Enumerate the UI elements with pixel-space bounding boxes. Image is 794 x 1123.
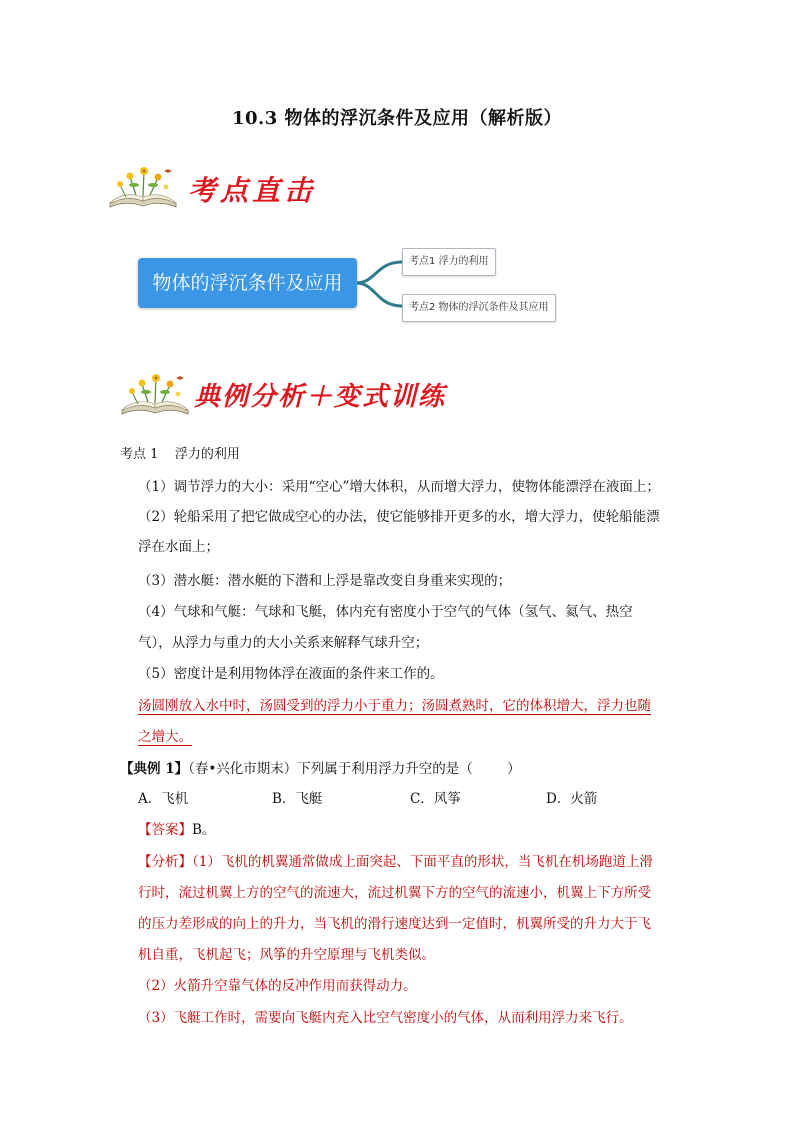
open-book-flowers-icon	[106, 165, 180, 211]
banner-title: 典例分析＋变式训练	[194, 382, 447, 412]
analysis-line-4: 机自重，飞机起飞；风筝的升空原理与飞机类似。	[138, 947, 435, 963]
analysis-label: 【分析】	[138, 854, 192, 870]
analysis-line-5: （2）火箭升空靠气体的反冲作用而获得动力。	[138, 978, 417, 994]
banner-kaodian	[106, 163, 366, 213]
analysis-line-1	[138, 849, 653, 875]
mindmap-branch-1: 考点1 浮力的利用	[402, 248, 496, 276]
document-title: 10.3 物体的浮沉条件及应用（解析版）	[231, 108, 563, 129]
highlight-text: 之增大。	[138, 729, 192, 745]
banner-title: 考点直击	[188, 174, 317, 207]
option-a: A．飞机	[138, 791, 189, 807]
open-book-flowers-icon	[118, 372, 192, 418]
mindmap-connectors	[356, 244, 406, 314]
analysis-text: （1）飞机的机翼通常做成上面突起、下面平直的形状，当飞机在机场跑道上滑	[192, 854, 653, 870]
example-question: （春•兴化市期末）下列属于利用浮力升空的是（ ）	[188, 761, 521, 777]
example-label: 【典例 1】	[120, 761, 189, 777]
point-1: （1）调节浮力的大小：采用“空心”增大体积，从而增大浮力，使物体能漂浮在液面上；	[138, 479, 660, 495]
banner-dianli	[118, 370, 478, 420]
option-b: B．飞艇	[272, 791, 323, 807]
analysis-line-6: （3）飞艇工作时，需要向飞艇内充入比空气密度小的气体，从而利用浮力来飞行。	[138, 1010, 633, 1026]
highlight-text: 汤圆刚放入水中时，汤圆受到的浮力小于重力；汤圆煮熟时，它的体积增大，浮力也随	[138, 698, 651, 714]
point-4-cont: 气），从浮力与重力的大小关系来解释气球升空；	[138, 635, 429, 651]
mindmap-central-node: 物体的浮沉条件及应用	[138, 258, 357, 308]
highlight-line-2	[138, 724, 192, 750]
analysis-line-3: 的压力差形成的向上的升力，当飞机的滑行速度达到一定值时，机翼所受的升力大于飞	[138, 916, 651, 932]
point-5: （5）密度计是利用物体浮在液面的条件来工作的。	[138, 666, 444, 682]
answer-label: 【答案】	[138, 822, 192, 838]
highlight-line-1	[138, 693, 651, 719]
point-3: （3）潜水艇：潜水艇的下潜和上浮是靠改变自身重来实现的；	[138, 573, 512, 589]
answer-value: B。	[192, 822, 216, 838]
answer-line	[138, 817, 215, 843]
example-question-line	[120, 756, 521, 782]
point-2: （2）轮船采用了把它做成空心的办法，使它能够排开更多的水，增大浮力，使轮船能漂	[138, 509, 660, 525]
option-c: C．风筝	[410, 791, 461, 807]
point-2-cont: 浮在水面上；	[138, 539, 219, 555]
point-4: （4）气球和气艇：气球和飞艇，体内充有密度小于空气的气体（氢气、氦气、热空	[138, 604, 633, 620]
option-d: D．火箭	[546, 791, 598, 807]
analysis-line-2: 行时，流过机翼上方的空气的流速大，流过机翼下方的空气的流速小，机翼上下方所受	[138, 885, 651, 901]
mindmap-branch-2: 考点2 物体的浮沉条件及其应用	[402, 294, 556, 322]
section-heading: 考点 1 浮力的利用	[120, 447, 240, 462]
